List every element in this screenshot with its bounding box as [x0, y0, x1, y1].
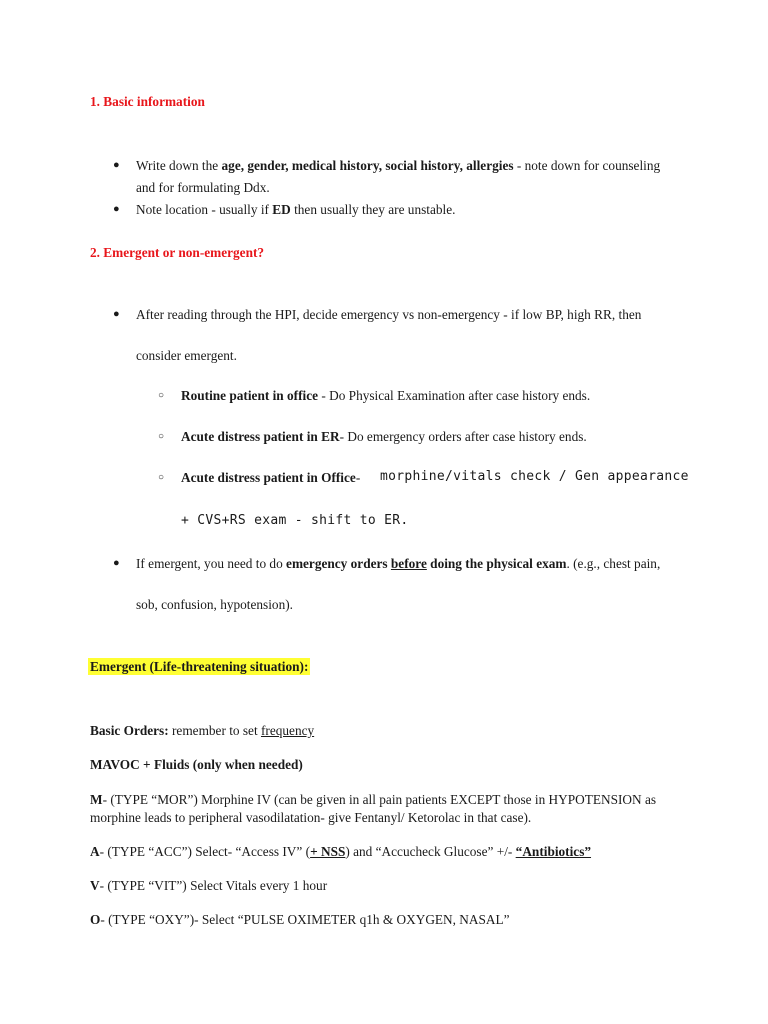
section-heading-emergent: 2. Emergent or non-emergent? [90, 245, 265, 260]
sub-bullet-acute-er: Acute distress patient in ER- Do emergency orders after case history ends. [181, 429, 587, 444]
handwritten-note-line-1: morphine/vitals check / Gen appearance [380, 469, 689, 484]
bullet-icon: ● [113, 159, 120, 171]
v-vitals-line: V- (TYPE “VIT”) Select Vitals every 1 hour [90, 878, 328, 893]
basic-orders-line: Basic Orders: remember to set frequency [90, 723, 315, 738]
emergent-highlight-label: Emergent (Life-threatening situation): [90, 659, 309, 674]
bullet-note-location: Note location - usually if ED then usually they are unstable. [136, 202, 456, 217]
circle-bullet-icon: ○ [158, 390, 165, 401]
m-morphine-line-1: M- (TYPE “MOR”) Morphine IV (can be given in all pain patients EXCEPT those in HYPOTENSION as [90, 792, 657, 807]
a-access-line: A- (TYPE “ACC”) Select- “Access IV” (+ NSS) and “Accucheck Glucose” +/- “Antibiotics” [90, 844, 592, 859]
handwritten-note-line-2: + CVS+RS exam - shift to ER. [181, 513, 409, 528]
bullet-icon: ● [113, 557, 120, 569]
m-morphine-line-2: morphine leads to peripheral vasodilatation- give Fentanyl/ Ketorolac in that case). [90, 810, 532, 825]
bullet-icon: ● [113, 203, 120, 215]
mavoc-heading: MAVOC + Fluids (only when needed) [90, 757, 303, 772]
bullet-write-down: Write down the age, gender, medical history, social history, allergies - note down for counseling [136, 158, 661, 173]
bullet-icon: ● [113, 308, 120, 320]
bullet-if-emergent: If emergent, you need to do emergency orders before doing the physical exam. (e.g., chest pain, [136, 556, 661, 571]
circle-bullet-icon: ○ [158, 431, 165, 442]
o-oxygen-line: O- (TYPE “OXY”)- Select “PULSE OXIMETER q1h & OXYGEN, NASAL” [90, 912, 510, 927]
section-heading-basic-information: 1. Basic information [90, 94, 205, 109]
bullet-if-emergent-continued: sob, confusion, hypotension). [136, 597, 293, 612]
sub-bullet-acute-office: Acute distress patient in Office- [181, 470, 361, 485]
bullet-write-down-continued: and for formulating Ddx. [136, 180, 270, 195]
bullet-hpi: After reading through the HPI, decide emergency vs non-emergency - if low BP, high RR, then [136, 307, 642, 322]
sub-bullet-routine: Routine patient in office - Do Physical Examination after case history ends. [181, 388, 591, 403]
circle-bullet-icon: ○ [158, 472, 165, 483]
bullet-hpi-continued: consider emergent. [136, 348, 237, 363]
